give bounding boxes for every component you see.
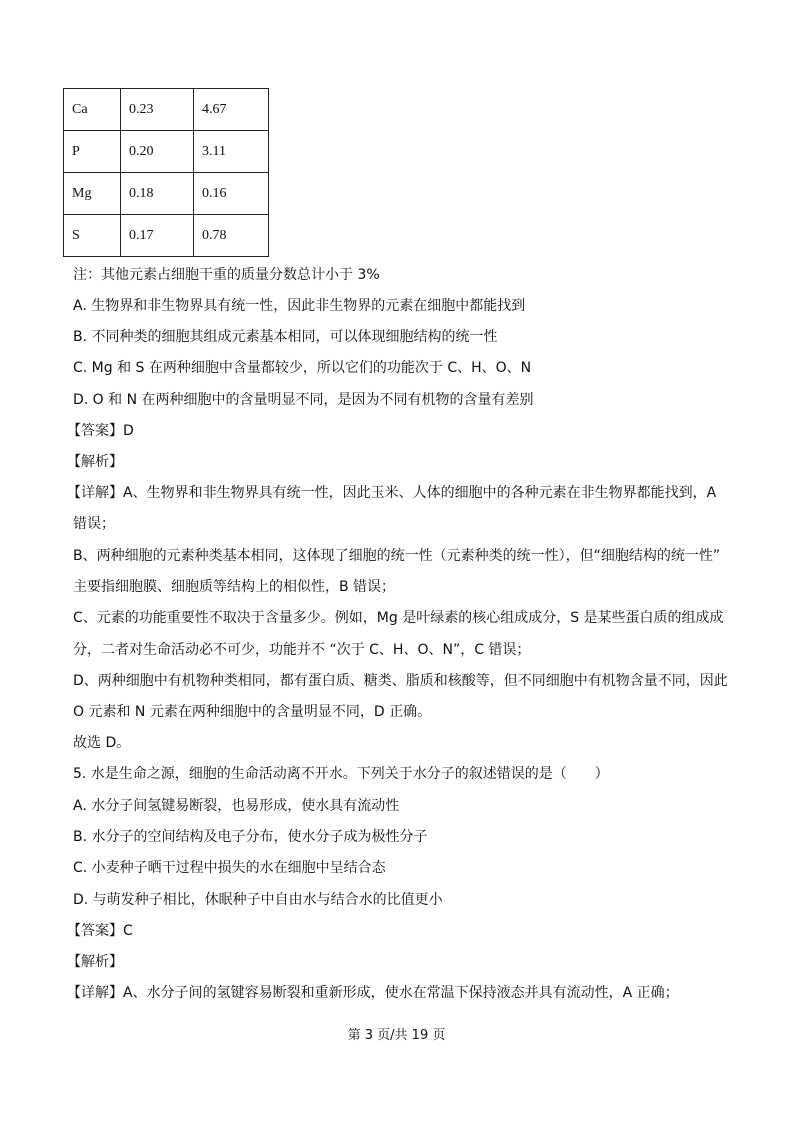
page-footer: 第 3 页/共 19 页 (347, 1028, 446, 1043)
q5-option-b: B. 水分子的空间结构及电子分布，使水分子成为极性分子 (73, 829, 428, 845)
q5-answer: 【答案】C (67, 923, 133, 939)
table-cell: Ca (64, 89, 121, 131)
q4-detail-line: D、两种细胞中有机物种类相同，都有蛋白质、糖类、脂质和核酸等，但不同细胞中有机物含量不同，因此 (73, 673, 728, 689)
q4-detail-line: 分，二者对生命活动必不可少，功能并不 “次于 C、H、O、N”，C 错误； (73, 642, 531, 658)
q4-option-a: A. 生物界和非生物界具有统一性，因此非生物界的元素在细胞中都能找到 (73, 298, 526, 314)
q4-option-d: D. O 和 N 在两种细胞中的含量明显不同，是因为不同有机物的含量有差别 (73, 392, 534, 408)
q4-detail-line: 主要指细胞膜、细胞质等结构上的相似性，B 错误； (73, 579, 396, 595)
q4-detail-line: 【详解】A、生物界和非生物界具有统一性，因此玉米、人体的细胞中的各种元素在非生物界都能找到，A (67, 485, 717, 501)
q5-analysis-label: 【解析】 (67, 954, 123, 970)
table-cell: 0.16 (194, 173, 269, 215)
table-cell: 0.17 (121, 215, 194, 257)
q4-analysis-label: 【解析】 (67, 454, 123, 470)
table-cell: 4.67 (194, 89, 269, 131)
q4-option-c: C. Mg 和 S 在两种细胞中含量都较少，所以它们的功能次于 C、H、O、N (73, 360, 532, 376)
q4-detail-line: B、两种细胞的元素种类基本相同，这体现了细胞的统一性（元素种类的统一性），但“细胞结构的统一性” (73, 548, 721, 564)
table-cell: 0.78 (194, 215, 269, 257)
table-cell: 3.11 (194, 131, 269, 173)
table-cell: P (64, 131, 121, 173)
table-cell: 0.23 (121, 89, 194, 131)
table-row (64, 173, 269, 215)
table-row (64, 215, 269, 257)
q4-conclusion: 故选 D。 (73, 735, 131, 751)
q5-detail-line: 【详解】A、水分子间的氢键容易断裂和重新形成，使水在常温下保持液态并具有流动性，A 正确； (67, 985, 679, 1001)
q4-detail-line: C、元素的功能重要性不取决于含量多少。例如，Mg 是叶绿素的核心组成成分，S 是某些蛋白质的组成成 (73, 610, 724, 626)
table-cell: S (64, 215, 121, 257)
q4-detail-line: 错误； (73, 516, 115, 532)
table-row (64, 89, 269, 131)
element-content-table (63, 88, 269, 257)
q4-option-b: B. 不同种类的细胞其组成元素基本相同，可以体现细胞结构的统一性 (73, 329, 498, 345)
q5-option-a: A. 水分子间氢键易断裂，也易形成，使水具有流动性 (73, 798, 400, 814)
q5-option-d: D. 与萌发种子相比，休眠种子中自由水与结合水的比值更小 (73, 892, 443, 908)
table-cell: 0.20 (121, 131, 194, 173)
q5-option-c: C. 小麦种子晒干过程中损失的水在细胞中呈结合态 (73, 860, 386, 876)
table-note: 注：其他元素占细胞干重的质量分数总计小于 3% (73, 267, 380, 283)
table-cell: Mg (64, 173, 121, 215)
q4-answer: 【答案】D (67, 423, 134, 439)
q4-detail-line: O 元素和 N 元素在两种细胞中的含量明显不同，D 正确。 (73, 704, 432, 720)
q5-stem: 5. 水是生命之源，细胞的生命活动离不开水。下列关于水分子的叙述错误的是（ ） (73, 766, 609, 782)
table-cell: 0.18 (121, 173, 194, 215)
table-row (64, 131, 269, 173)
